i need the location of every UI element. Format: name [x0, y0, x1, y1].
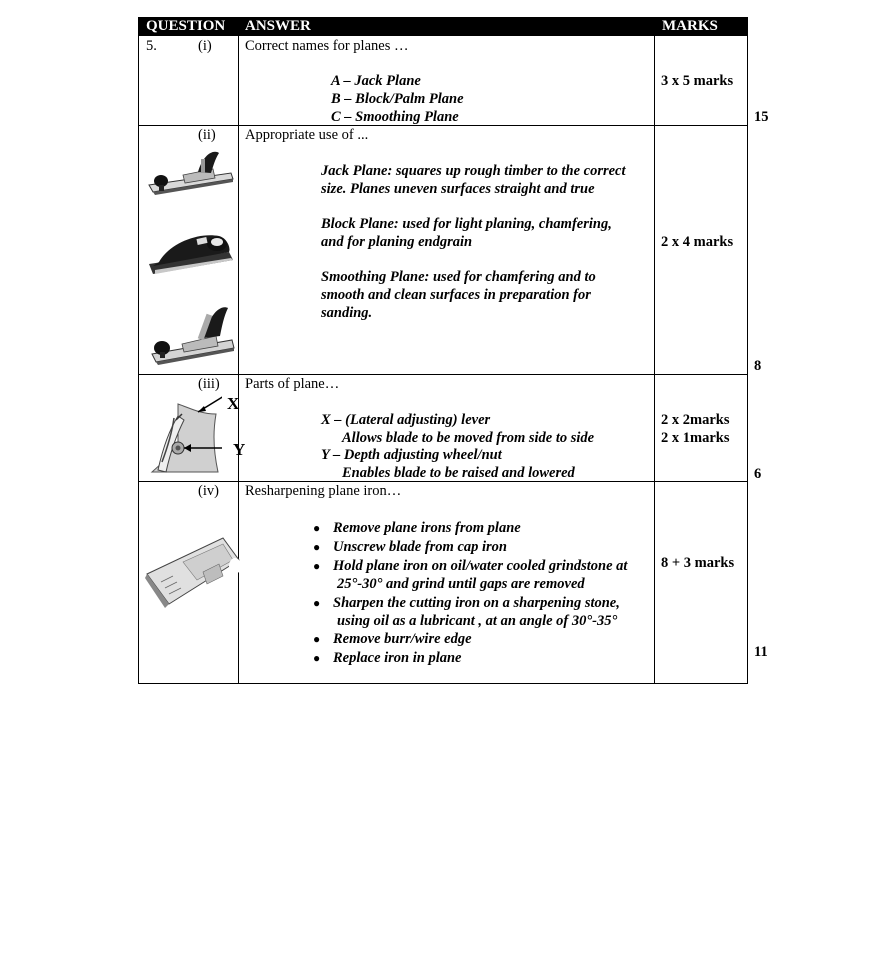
- answer-line: B – Block/Palm Plane: [331, 91, 464, 107]
- header-marks: MARKS: [662, 18, 718, 34]
- list-item: Unscrew blade from cap iron: [333, 539, 507, 555]
- header-answer: ANSWER: [245, 18, 311, 34]
- answer-line: X – (Lateral adjusting) lever: [321, 412, 491, 428]
- diagram-label-x: X: [227, 394, 240, 413]
- answer-line: Block Plane: used for light planing, chamfering,: [321, 216, 612, 232]
- part-ii-total: 8: [754, 358, 762, 374]
- table-border-right: [747, 17, 748, 684]
- part-i-total: 15: [754, 109, 769, 125]
- part-i-label: (i): [198, 38, 212, 54]
- answer-line: size. Planes uneven surfaces straight and true: [321, 181, 595, 197]
- block-plane-image: [145, 222, 237, 276]
- part-iii-total: 6: [754, 466, 762, 482]
- answer-line: Smoothing Plane: used for chamfering and to: [321, 269, 596, 285]
- answer-line: and for planing endgrain: [321, 234, 473, 250]
- answer-line: Jack Plane: squares up rough timber to the correct: [321, 163, 626, 179]
- answer-line: Y – Depth adjusting wheel/nut: [321, 447, 502, 463]
- answer-line: A – Jack Plane: [331, 73, 421, 89]
- answer-line: smooth and clean surfaces in preparation for: [321, 287, 591, 303]
- bullet-icon: ●: [313, 521, 321, 535]
- bullet-icon: ●: [313, 651, 321, 665]
- table-border-left: [138, 17, 139, 684]
- part-iii-prompt: Parts of plane…: [245, 376, 340, 392]
- part-iii-marks-2: 2 x 1marks: [661, 430, 730, 446]
- part-i-marks: 3 x 5 marks: [661, 73, 734, 89]
- bullet-icon: ●: [313, 596, 321, 610]
- column-divider-answer: [654, 36, 655, 684]
- part-iv-marks: 8 + 3 marks: [661, 555, 735, 571]
- part-iv-total: 11: [754, 644, 768, 660]
- part-ii-prompt: Appropriate use of ...: [245, 127, 369, 143]
- jack-plane-image: [143, 145, 237, 197]
- question-number: 5.: [146, 38, 157, 54]
- bullet-icon: ●: [313, 559, 321, 573]
- part-ii-marks: 2 x 4 marks: [661, 234, 734, 250]
- plane-parts-diagram: [142, 392, 222, 478]
- list-item-continued: 25°-30° and grind until gaps are removed: [337, 576, 585, 592]
- bullet-icon: ●: [313, 540, 321, 554]
- list-item: Hold plane iron on oil/water cooled grindstone at: [333, 558, 628, 574]
- answer-line: sanding.: [321, 305, 373, 321]
- row-divider: [138, 374, 748, 375]
- header-question: QUESTION: [146, 18, 226, 34]
- part-iv-label: (iv): [198, 483, 219, 499]
- part-iii-label: (iii): [198, 376, 220, 392]
- part-ii-label: (ii): [198, 127, 216, 143]
- list-item: Remove plane irons from plane: [333, 520, 521, 536]
- answer-line: Enables blade to be raised and lowered: [342, 465, 575, 481]
- list-item: Replace iron in plane: [333, 650, 462, 666]
- answer-line: Allows blade to be moved from side to side: [342, 430, 595, 446]
- bullet-icon: ●: [313, 632, 321, 646]
- list-item: Remove burr/wire edge: [333, 631, 472, 647]
- part-iii-marks-1: 2 x 2marks: [661, 412, 730, 428]
- smoothing-plane-image: [146, 296, 238, 368]
- plane-iron-image: [143, 532, 241, 612]
- table-border-bottom: [138, 683, 748, 684]
- list-item-continued: using oil as a lubricant , at an angle of 30°-35°: [337, 613, 618, 629]
- answer-line: C – Smoothing Plane: [331, 109, 459, 125]
- table-header: [139, 17, 748, 36]
- diagram-label-y: Y: [233, 440, 246, 459]
- part-iv-prompt: Resharpening plane iron…: [245, 483, 402, 499]
- part-i-prompt: Correct names for planes …: [245, 38, 409, 54]
- list-item: Sharpen the cutting iron on a sharpening stone,: [333, 595, 620, 611]
